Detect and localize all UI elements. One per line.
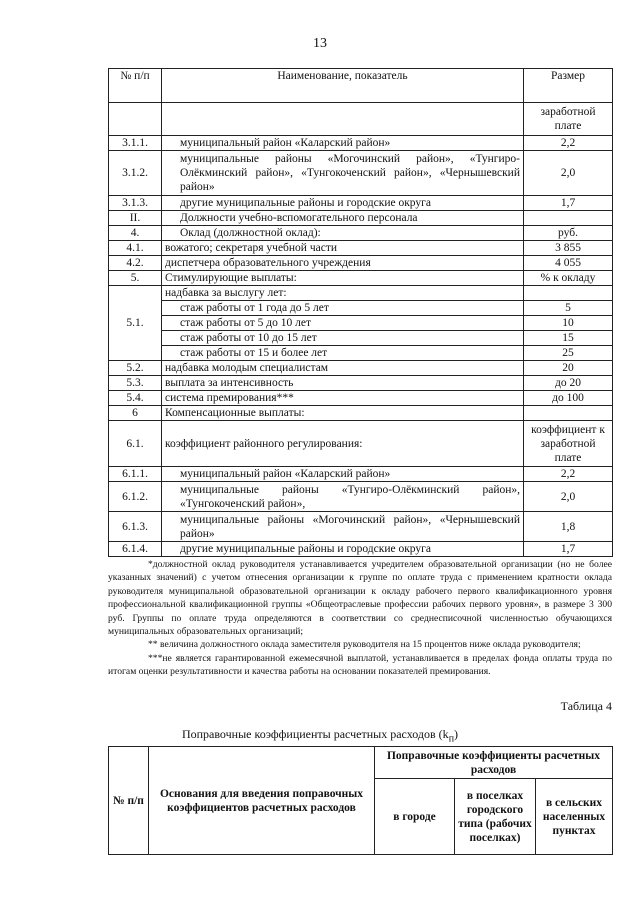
page-number: 13 bbox=[313, 36, 327, 51]
table-row bbox=[109, 467, 613, 482]
row-size: коэффициент к заработной плате bbox=[524, 421, 613, 467]
table-row bbox=[109, 271, 613, 286]
row-size: до 20 bbox=[524, 376, 613, 391]
row-size: 2,2 bbox=[524, 467, 613, 482]
row-size: 1,7 bbox=[524, 196, 613, 211]
footnotes bbox=[108, 558, 612, 679]
row-name: муниципальный район «Каларский район» bbox=[162, 467, 524, 482]
table-row bbox=[109, 196, 613, 211]
table-row bbox=[109, 331, 613, 346]
footnote-1: *должностной оклад руководителя устанавливается учредителем образовательной организации (но не более указанных значений) с учетом отнесения организации к группе по оплате труда с применением кратности оклада руководителя муниципальной образовательной организации к окладу рабочего первого квалификационного уровня профессиональной квалификационной группы «Общеотраслевые профессии рабочих первого уровня», в размере 3 300 руб. Группы по оплате труда определяются в соответствии со среднесписочной численностью обучающихся муниципальных образовательных организаций; bbox=[108, 559, 612, 638]
row-size: 3 855 bbox=[524, 241, 613, 256]
row-size bbox=[524, 211, 613, 226]
row-name: вожатого; секретаря учебной части bbox=[162, 241, 524, 256]
coef-header-city: в городе bbox=[375, 779, 455, 855]
row-size: 2,0 bbox=[524, 151, 613, 196]
table-row bbox=[109, 103, 613, 136]
row-size: 20 bbox=[524, 361, 613, 376]
header-size: Размер bbox=[524, 69, 613, 103]
row-size: руб. bbox=[524, 226, 613, 241]
row-size: 1,8 bbox=[524, 512, 613, 542]
row-size: 5 bbox=[524, 301, 613, 316]
row-size: 15 bbox=[524, 331, 613, 346]
row-name: стаж работы от 15 и более лет bbox=[162, 346, 524, 361]
table-row bbox=[109, 241, 613, 256]
table-row bbox=[109, 346, 613, 361]
coef-table bbox=[108, 746, 613, 855]
row-name: надбавка молодым специалистам bbox=[162, 361, 524, 376]
table-row bbox=[109, 391, 613, 406]
row-name: Компенсационные выплаты: bbox=[162, 406, 524, 421]
row-num: 3.1.3. bbox=[109, 196, 162, 211]
table-row bbox=[109, 406, 613, 421]
coef-header-row bbox=[109, 747, 613, 779]
row-num: 6 bbox=[109, 406, 162, 421]
table-row bbox=[109, 151, 613, 196]
row-size: 2,0 bbox=[524, 482, 613, 512]
size-unit-note: заработной плате bbox=[524, 103, 613, 136]
row-name: система премирования*** bbox=[162, 391, 524, 406]
row-name: муниципальные районы «Могочинский район», «Тунгиро-Олёкминский район», «Тунгокоченский район», «Чернышевский район» bbox=[162, 151, 524, 196]
table-4-caption: Таблица 4 bbox=[560, 699, 612, 713]
row-name: коэффициент районного регулирования: bbox=[162, 421, 524, 467]
row-num: II. bbox=[109, 211, 162, 226]
table-row bbox=[109, 211, 613, 226]
row-num: 3.1.2. bbox=[109, 151, 162, 196]
row-name: другие муниципальные районы и городские округа bbox=[162, 542, 524, 557]
table-header-row bbox=[109, 69, 613, 103]
coef-header-town: в поселках городского типа (рабочих поселках) bbox=[455, 779, 536, 855]
row-name: Должности учебно-вспомогательного персонала bbox=[162, 211, 524, 226]
row-size: 1,7 bbox=[524, 542, 613, 557]
row-name: выплата за интенсивность bbox=[162, 376, 524, 391]
row-num: 6.1.2. bbox=[109, 482, 162, 512]
table-row bbox=[109, 316, 613, 331]
row-num: 6.1.1. bbox=[109, 467, 162, 482]
row-name: Стимулирующие выплаты: bbox=[162, 271, 524, 286]
table-row bbox=[109, 482, 613, 512]
row-name: стаж работы от 10 до 15 лет bbox=[162, 331, 524, 346]
row-num: 5. bbox=[109, 271, 162, 286]
row-num: 4.2. bbox=[109, 256, 162, 271]
row-num: 4. bbox=[109, 226, 162, 241]
table-row bbox=[109, 301, 613, 316]
row-size: 10 bbox=[524, 316, 613, 331]
row-name: муниципальные районы «Могочинский район», «Чернышевский район» bbox=[162, 512, 524, 542]
row-num: 6.1.3. bbox=[109, 512, 162, 542]
coef-header-group: Поправочные коэффициенты расчетных расходов bbox=[375, 747, 613, 779]
table-row bbox=[109, 542, 613, 557]
header-num: № п/п bbox=[109, 69, 162, 103]
table-row bbox=[109, 376, 613, 391]
table-4-title-sub: п bbox=[448, 733, 455, 745]
table-row bbox=[109, 286, 613, 301]
footnote-2: ** величина должностного оклада заместителя руководителя на 15 процентов ниже оклада руководителя; bbox=[148, 639, 581, 651]
row-num: 4.1. bbox=[109, 241, 162, 256]
main-table bbox=[108, 68, 613, 557]
coef-header-basis: Основания для введения поправочных коэффициентов расчетных расходов bbox=[149, 747, 375, 855]
coef-header-num: № п/п bbox=[109, 747, 149, 855]
row-num: 5.1. bbox=[109, 286, 162, 361]
row-name: Оклад (должностной оклад): bbox=[162, 226, 524, 241]
row-num: 6.1.4. bbox=[109, 542, 162, 557]
footnote-3: ***не является гарантированной ежемесячной выплатой, устанавливается в пределах фонда оплаты труда по итогам оценки результативности и качества работы на основании показателей премирования. bbox=[108, 652, 612, 678]
row-num: 6.1. bbox=[109, 421, 162, 467]
row-name: муниципальные районы «Тунгиро-Олёкминский район», «Тунгокоченский район», bbox=[162, 482, 524, 512]
row-size: 25 bbox=[524, 346, 613, 361]
row-num: 5.3. bbox=[109, 376, 162, 391]
row-size: 4 055 bbox=[524, 256, 613, 271]
table-row bbox=[109, 512, 613, 542]
coef-header-rural: в сельских населенных пунктах bbox=[536, 779, 613, 855]
table-4-title bbox=[0, 727, 640, 744]
row-name: муниципальный район «Каларский район» bbox=[162, 136, 524, 151]
row-size: до 100 bbox=[524, 391, 613, 406]
table-row bbox=[109, 421, 613, 467]
table-row bbox=[109, 136, 613, 151]
row-num: 3.1.1. bbox=[109, 136, 162, 151]
row-name: стаж работы от 1 года до 5 лет bbox=[162, 301, 524, 316]
row-size: 2,2 bbox=[524, 136, 613, 151]
table-row bbox=[109, 256, 613, 271]
header-name: Наименование, показатель bbox=[162, 69, 524, 103]
row-name: стаж работы от 5 до 10 лет bbox=[162, 316, 524, 331]
table-row bbox=[109, 226, 613, 241]
row-num: 5.4. bbox=[109, 391, 162, 406]
row-num: 5.2. bbox=[109, 361, 162, 376]
row-name: другие муниципальные районы и городские округа bbox=[162, 196, 524, 211]
table-4-title-close: ) bbox=[454, 727, 459, 741]
table-4-title-main: Поправочные коэффициенты расчетных расходов (k bbox=[181, 727, 449, 741]
row-size: % к окладу bbox=[524, 271, 613, 286]
table-row bbox=[109, 361, 613, 376]
row-name: надбавка за выслугу лет: bbox=[162, 286, 524, 301]
row-size bbox=[524, 406, 613, 421]
row-name: диспетчера образовательного учреждения bbox=[162, 256, 524, 271]
